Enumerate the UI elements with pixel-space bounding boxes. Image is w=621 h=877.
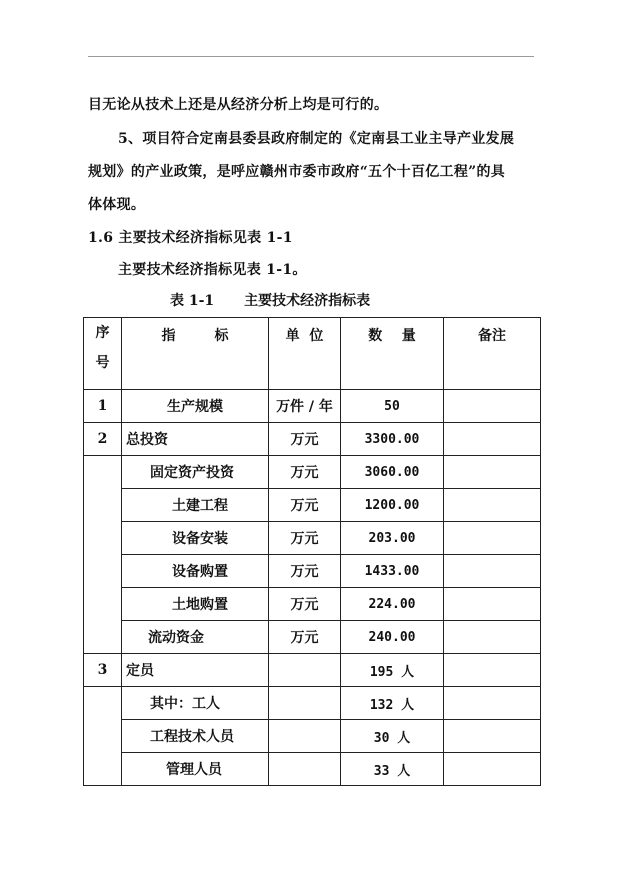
row-name: 生产规模 — [122, 390, 269, 423]
table-row — [84, 390, 541, 423]
row-unit: 万元 — [269, 456, 341, 489]
row-unit: 万元 — [269, 621, 341, 654]
row-remark — [444, 456, 541, 489]
table-row — [84, 489, 541, 522]
paragraph-line-3: 规划》的产业政策，是呼应赣州市委市政府“五个十百亿工程”的具 — [88, 164, 506, 180]
paragraph-line-1: 目无论从技术上还是从经济分析上均是可行的。 — [88, 97, 389, 113]
row-unit: 万元 — [269, 555, 341, 588]
row-value: 195 人 — [341, 654, 444, 687]
header-seq: 序 号 — [84, 318, 122, 390]
row-value: 50 — [341, 390, 444, 423]
row-remark — [444, 555, 541, 588]
row-name: 总投资 — [122, 423, 269, 456]
row-unit: 万元 — [269, 522, 341, 555]
row-value: 33 人 — [341, 753, 444, 786]
row-seq-merged — [84, 687, 122, 786]
table-caption — [170, 290, 370, 310]
table-row — [84, 720, 541, 753]
table-caption-number: 表 1-1 — [170, 293, 215, 309]
row-remark — [444, 390, 541, 423]
table-row — [84, 522, 541, 555]
row-remark — [444, 687, 541, 720]
row-unit: 万元 — [269, 588, 341, 621]
row-remark — [444, 720, 541, 753]
row-remark — [444, 522, 541, 555]
row-name: 设备购置 — [122, 555, 269, 588]
row-name: 土建工程 — [122, 489, 269, 522]
row-name: 管理人员 — [122, 753, 269, 786]
row-unit: 万元 — [269, 423, 341, 456]
row-seq: 2 — [84, 423, 122, 456]
table-row — [84, 654, 541, 687]
row-name: 固定资产投资 — [122, 456, 269, 489]
row-remark — [444, 753, 541, 786]
header-remark: 备注 — [444, 318, 541, 390]
row-seq: 3 — [84, 654, 122, 687]
table-row — [84, 588, 541, 621]
row-value: 1200.00 — [341, 489, 444, 522]
row-remark — [444, 588, 541, 621]
header-quantity: 数 量 — [341, 318, 444, 390]
row-remark — [444, 654, 541, 687]
header-rule — [88, 56, 534, 57]
table-row — [84, 753, 541, 786]
row-unit — [269, 687, 341, 720]
table-row — [84, 555, 541, 588]
row-name: 设备安装 — [122, 522, 269, 555]
row-value: 203.00 — [341, 522, 444, 555]
row-value: 30 人 — [341, 720, 444, 753]
row-value: 3300.00 — [341, 423, 444, 456]
row-name: 其中：工人 — [122, 687, 269, 720]
row-unit: 万元 — [269, 489, 341, 522]
row-remark — [444, 621, 541, 654]
paragraph-line-5: 主要技术经济指标见表 1-1。 — [118, 262, 307, 278]
row-seq: 1 — [84, 390, 122, 423]
row-value: 132 人 — [341, 687, 444, 720]
table-caption-title: 主要技术经济指标表 — [244, 293, 371, 309]
indicator-table — [83, 317, 541, 786]
row-unit — [269, 753, 341, 786]
row-value: 1433.00 — [341, 555, 444, 588]
row-name: 流动资金 — [122, 621, 269, 654]
paragraph-line-2: 5、项目符合定南县委县政府制定的《定南县工业主导产业发展 — [118, 131, 515, 147]
row-value: 240.00 — [341, 621, 444, 654]
row-name: 土地购置 — [122, 588, 269, 621]
row-seq-merged — [84, 456, 122, 654]
table-row — [84, 423, 541, 456]
row-name: 定员 — [122, 654, 269, 687]
paragraph-line-4: 体体现。 — [88, 197, 146, 213]
table-header-row — [84, 318, 541, 390]
row-value: 224.00 — [341, 588, 444, 621]
row-unit — [269, 720, 341, 753]
header-unit: 单 位 — [269, 318, 341, 390]
row-unit: 万件 / 年 — [269, 390, 341, 423]
row-name: 工程技术人员 — [122, 720, 269, 753]
header-indicator: 指 标 — [122, 318, 269, 390]
row-value: 3060.00 — [341, 456, 444, 489]
row-remark — [444, 489, 541, 522]
row-remark — [444, 423, 541, 456]
section-heading: 1.6 主要技术经济指标见表 1-1 — [88, 230, 293, 246]
table-row — [84, 456, 541, 489]
row-unit — [269, 654, 341, 687]
table-row — [84, 621, 541, 654]
table-row — [84, 687, 541, 720]
